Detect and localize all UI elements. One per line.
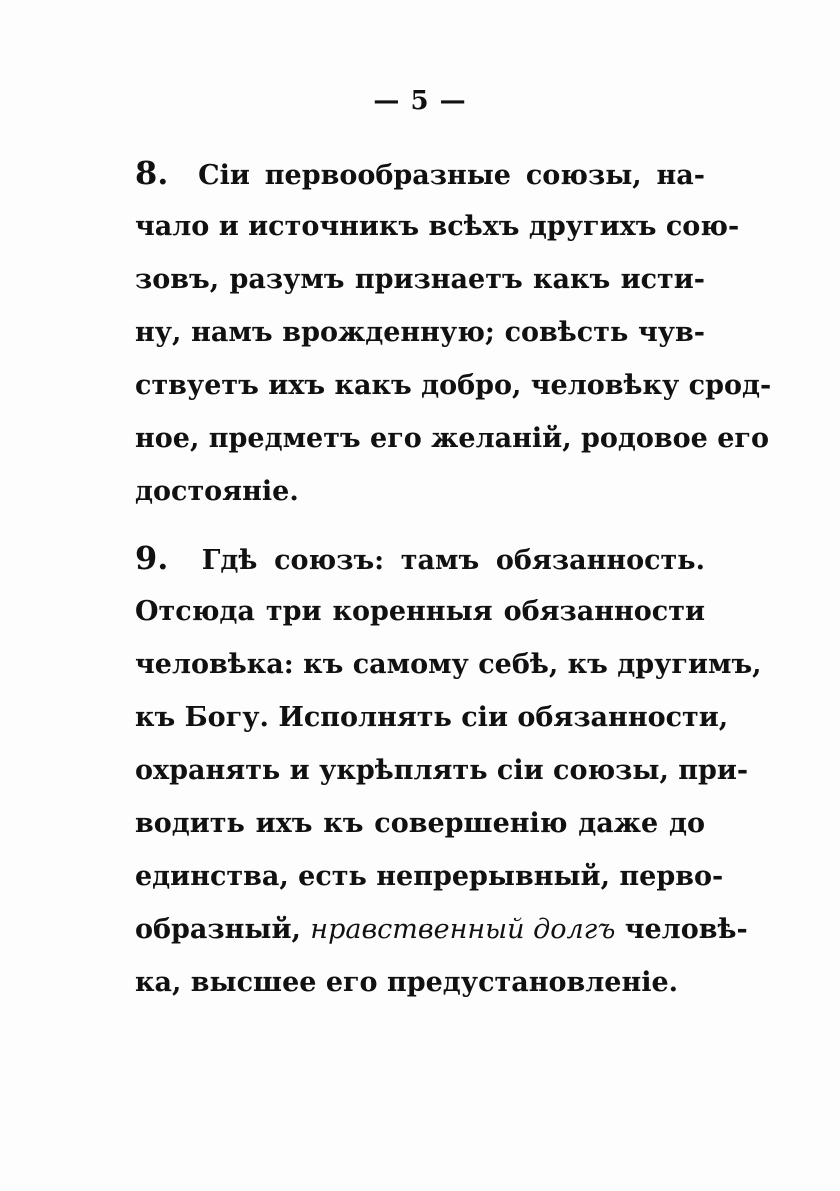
paragraph-8: [135, 147, 772, 518]
text-line: къ Богу. Исполнять сіи обязанности,: [135, 702, 729, 733]
line-text: Сіи первообразные союзы, на-: [198, 160, 705, 191]
text-line: чало и источникъ всѣхъ другихъ сою-: [135, 211, 740, 242]
italic-phrase: нравственный долгъ: [310, 914, 616, 945]
text-line: ка, высшее его предустановленіе.: [135, 967, 679, 998]
text-line: зовъ, разумъ признаетъ какъ исти-: [135, 264, 705, 295]
paragraph-9: [135, 532, 762, 1009]
text-line: водить ихъ къ совершенію даже до: [135, 808, 705, 839]
line-text: образный,: [135, 914, 301, 945]
text-line: охранять и укрѣплять сіи союзы, при-: [135, 755, 749, 786]
text-line: [135, 903, 748, 956]
text-line: человѣка: къ самому себѣ, къ другимъ,: [135, 649, 762, 680]
text-line: ну, намъ врожденную; совѣсть чув-: [135, 317, 705, 348]
page-number: — 5 —: [373, 86, 467, 116]
text-line: ствуетъ ихъ какъ добро, человѣку срод-: [135, 370, 772, 401]
paragraph-number: 9.: [135, 539, 169, 577]
line-text: человѣ-: [624, 914, 748, 945]
text-line: Отсюда три коренныя обязанности: [135, 596, 705, 627]
text-line: [135, 147, 705, 200]
line-text: Гдѣ союзъ: тамъ обязанность.: [201, 545, 705, 576]
text-line: единства, есть непрерывный, перво-: [135, 861, 724, 892]
paragraph-number: 8.: [135, 154, 169, 192]
text-line: [135, 532, 705, 585]
text-line: ное, предметъ его желаній, родовое его: [135, 423, 769, 454]
text-line: достояніе.: [135, 476, 299, 507]
